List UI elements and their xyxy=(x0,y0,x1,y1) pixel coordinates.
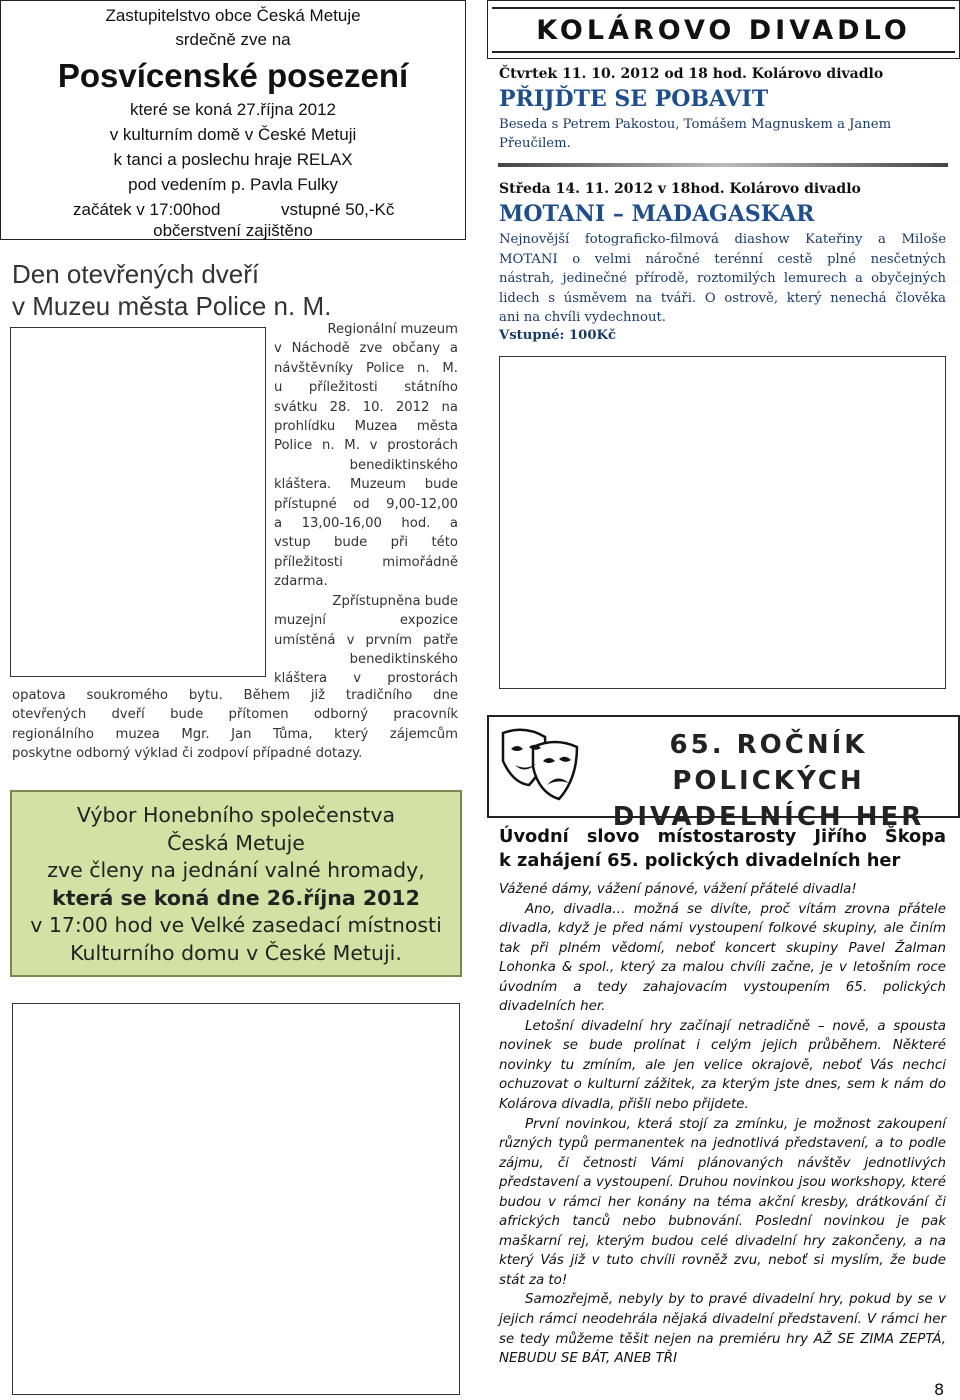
museum-text-line: benediktinského xyxy=(349,651,458,667)
museum-text-line: regionálního muzea Mgr. Jan Tůma, který zájemcům xyxy=(12,726,458,742)
invite-line: v kulturním domě v České Metuji xyxy=(109,125,357,144)
festival-title-line: DIVADELNÍCH HER xyxy=(612,802,925,832)
section-divider xyxy=(498,163,948,167)
event2-text-line: Nejnovější fotograficko-filmová diashow Kateřiny a Miloše xyxy=(499,232,946,247)
festival-title-line: 65. ROČNÍK POLICKÝCH xyxy=(669,730,868,796)
museum-text-line: umístěná v prvním patře xyxy=(274,632,458,648)
museum-text-line: příležitosti mimořádně xyxy=(274,554,458,570)
invite-title: Posvícenské posezení xyxy=(57,57,409,94)
hunt-line: v 17:00 hod ve Velké zasedací místnosti xyxy=(30,913,442,937)
intro-heading-line: Úvodní slovo místostarosty Jiřího Škopa xyxy=(499,826,946,847)
museum-text-line: muzejní expozice xyxy=(274,613,458,629)
invite-line: Zastupitelstvo obce Česká Metuje xyxy=(105,6,361,25)
event1-text: Beseda s Petrem Pakostou, Tomášem Magnuskem a Janem xyxy=(499,117,892,132)
event2-fee: Vstupné: 100Kč xyxy=(499,328,617,343)
event2-text-line: MOTANI o velmi náročné terénní cestě plné nesčetných xyxy=(499,251,946,267)
hunt-line: Česká Metuje xyxy=(167,830,305,855)
invite-line: občerstvení zajištěno xyxy=(153,221,313,240)
festival-banner xyxy=(487,715,960,832)
invite-line: k tanci a poslechu hraje RELAX xyxy=(113,150,353,169)
museum-text-line: zdarma. xyxy=(274,574,328,590)
museum-heading xyxy=(12,258,331,322)
hunt-line: zve členy na jednání valné hromady, xyxy=(47,858,425,882)
museum-text-line: benediktinského xyxy=(349,457,458,473)
hunt-line-bold: která se koná dne 26.října 2012 xyxy=(52,885,420,910)
event2-title: MOTANI – MADAGASKAR xyxy=(499,201,815,227)
event1-title: PŘIJĎTE SE POBAVIT xyxy=(499,86,769,112)
invite-start: začátek v 17:00hod xyxy=(73,200,221,219)
event2-description xyxy=(499,230,946,328)
intro-paragraph: Vážené dámy, vážení pánové, vážení přátelé divadla! xyxy=(499,882,857,897)
museum-text-line: Regionální muzeum xyxy=(327,322,458,337)
museum-text-line: Police n. M. v prostorách xyxy=(274,438,458,454)
intro-heading xyxy=(499,825,946,873)
invite-line: srdečně zve na xyxy=(175,30,291,49)
museum-text-line: otevřených dveří bude přítomen odborný pracovník xyxy=(12,707,458,723)
museum-article-full xyxy=(12,686,458,764)
museum-text-line: vstup bude při této xyxy=(274,535,458,551)
museum-heading-line: v Muzeu města Police n. M. xyxy=(12,291,332,321)
page-number: 8 xyxy=(934,1380,945,1399)
theatre-masks-icon xyxy=(497,727,583,807)
hunt-line: Výbor Honebního společenstva xyxy=(76,803,396,827)
museum-text-line: kláštera v prostorách xyxy=(274,671,458,687)
intro-paragraph: První novinkou, která stojí za zmínku, je možnost zakoupení různých typů permanentek na jednotlivá představení, a to podle zájmu, či četnosti Vámi plánovaných návštěv jednotlivých představení a vystoupení. Druhou novinkou jsou workshopy, které budou v rámci her konány na téma akční kresby, drátkování či afrických tanců nebo bubnování. Poslední novinkou je pak maškarní rej, kterým budou celé divadelní hry zakončeny, a na který Vás již v tuto chvíli rovněž zvu, neboť si myslím, že bude stát za to! xyxy=(499,1116,946,1288)
poster-image xyxy=(12,1003,460,1395)
theatre-header xyxy=(487,0,960,59)
event1-text: Přeučilem. xyxy=(499,136,571,151)
event2-date: Středa 14. 11. 2012 v 18hod. Kolárovo divadlo xyxy=(499,181,861,197)
intro-paragraph: Letošní divadelní hry začínají netradičně – nově, a spousta novinek se bude prolínat i celým jejich průběhem. Některé novinky tu zmíním, ale jen velice okrajově, neboť Vás nechci ochuzovat o kulturní zážitek, za kterým jste dnes, sem k nám do Kolárova divadla, přišli nebo přijdete. xyxy=(499,1018,946,1113)
museum-text-line: v Náchodě zve občany a xyxy=(274,341,458,357)
museum-photo xyxy=(10,327,266,677)
posviceni-invitation-box xyxy=(0,0,466,240)
event2-text-line: lidech s úsměvem na tváři. O ostrově, který nenechá člověka xyxy=(499,290,946,306)
museum-text-line: poskytne odborný výklad či zodpoví případné dotazy. xyxy=(12,746,363,762)
madagascar-photo xyxy=(499,356,946,689)
museum-text-line: a 13,00-16,00 hod. a xyxy=(274,516,458,532)
event2-text-line: ani na chvíli vydechnout. xyxy=(499,310,666,325)
museum-text-line: návštěvníky Police n. M. xyxy=(274,360,458,376)
museum-text-line: svátku 28. 10. 2012 na xyxy=(274,399,458,415)
hunting-society-notice xyxy=(10,790,462,977)
museum-text-line: kláštera. Muzeum bude xyxy=(274,477,458,493)
museum-text-line: opatova soukromého bytu. Během již tradičního dne xyxy=(12,688,458,703)
museum-article-wrapped xyxy=(274,320,458,689)
museum-text-line: přístupné od 9,00-12,00 xyxy=(274,496,458,512)
museum-text-line: Zpřístupněna bude xyxy=(332,593,458,609)
invite-fee: vstupné 50,-Kč xyxy=(281,200,395,219)
museum-text-line: u příležitosti státního xyxy=(274,380,458,396)
intro-heading-line: k zahájení 65. polických divadelních her xyxy=(499,850,901,871)
invite-line: které se koná 27.října 2012 xyxy=(129,100,337,119)
event2-text-line: nástrah, jedinečné přírodě, roztomilých lemurech a obyčejných xyxy=(499,271,946,286)
intro-paragraph: Ano, divadla… možná se divíte, proč vítám zrovna přátele divadla, když je před námi vystoupení folkové skupiny, ale činím tak při plném vědomí, neboť koncert skupiny Pavel Žalman Lohonka & spol., který za malou chvíli začne, je v letošním roce úvodním a tedy zahajovacím vystoupením 65. polických divadelních her. xyxy=(499,901,946,1015)
invite-line: pod vedením p. Pavla Fulky xyxy=(128,175,338,194)
festival-title xyxy=(579,727,958,835)
museum-heading-line: Den otevřených dveří xyxy=(12,259,260,289)
event1-date: Čtvrtek 11. 10. 2012 od 18 hod. Kolárovo divadlo xyxy=(499,66,884,82)
hunt-line: Kulturního domu v České Metuji. xyxy=(70,940,402,965)
intro-speech xyxy=(499,880,946,1369)
theatre-header-title: KOLÁROVO DIVADLO xyxy=(492,7,955,53)
museum-text-line: prohlídku Muzea města xyxy=(274,419,458,435)
intro-paragraph: Samozřejmě, nebyly by to pravé divadelní hry, pokud by se v jejich rámci neodehrála nějaká divadelní představení. V rámci her se tedy můžeme těšit nejen na premiéru hry AŽ SE ZIMA ZEPTÁ, NEBUDU SE BÁT, ANEB TŘI xyxy=(499,1292,946,1367)
